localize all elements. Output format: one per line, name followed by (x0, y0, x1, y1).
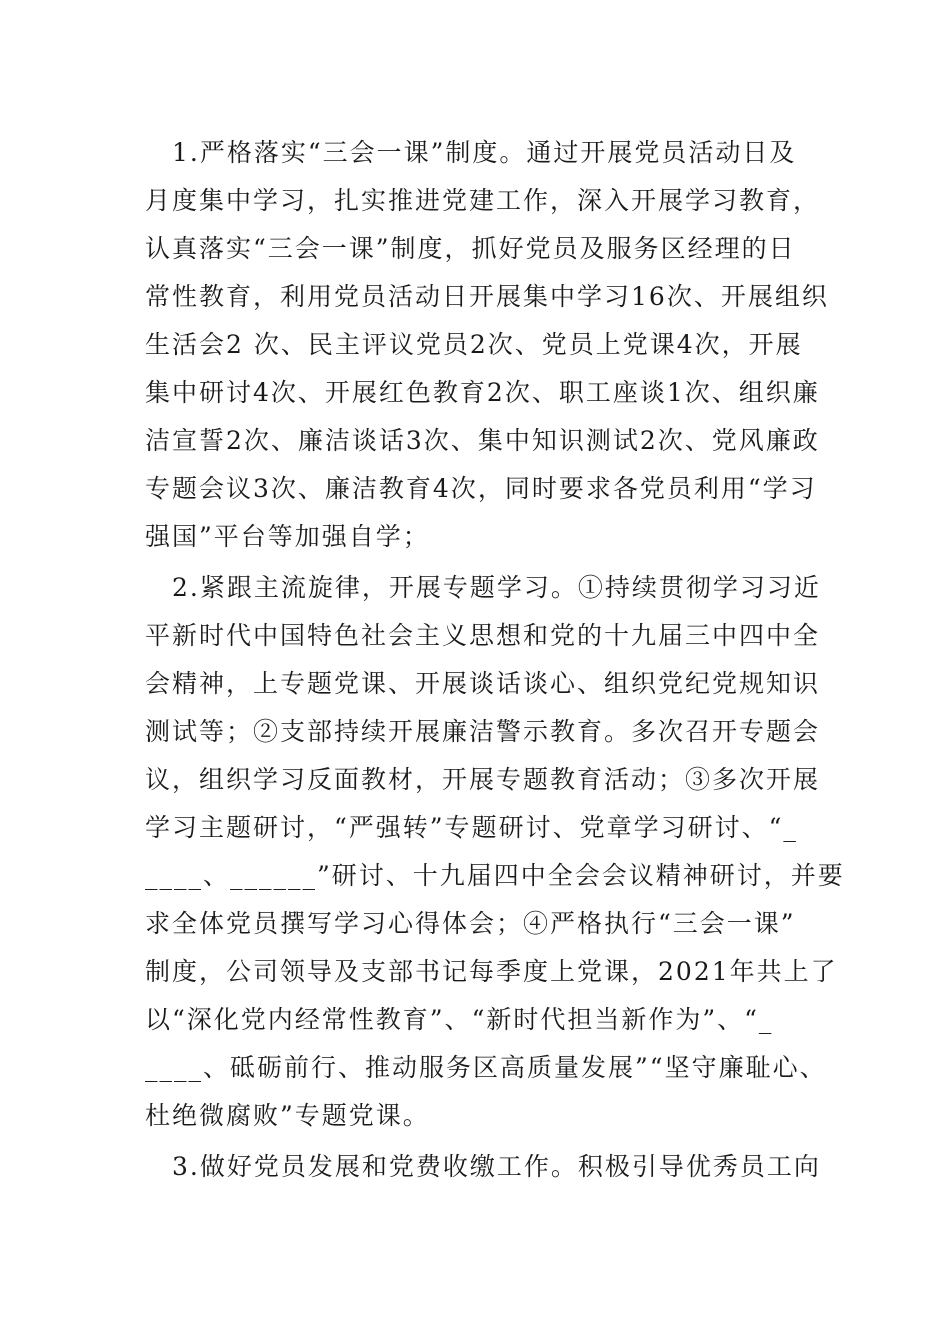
paragraph-1-line-3: 认真落实“三会一课”制度，抓好党员及服务区经理的日 (145, 234, 796, 263)
paragraph-2-line-6: 学习主题研讨，“严强转”专题研讨、党章学习研讨、“_ (145, 813, 798, 842)
paragraph-2-line-3: 会精神，上专题党课、开展谈话谈心、组织党纪党规知识 (145, 669, 821, 698)
paragraph-1-line-4: 常性教育，利用党员活动日开展集中学习16次、开展组织 (145, 282, 829, 311)
paragraph-1-line-1: 1.严格落实“三会一课”制度。通过开展党员活动日及 (172, 138, 797, 167)
paragraph-1-line-5: 生活会2 次、民主评议党员2次、党员上党课4次，开展 (145, 330, 803, 359)
paragraph-2-line-10: 以“深化党内经常性教育”、“新时代担当新作为”、“_ (145, 1005, 774, 1034)
paragraph-2-line-12: 杜绝微腐败”专题党课。 (145, 1101, 430, 1130)
paragraph-2-line-2: 平新时代中国特色社会主义思想和党的十九届三中四中全 (145, 621, 821, 650)
paragraph-2-line-4: 测试等；②支部持续开展廉洁警示教育。多次召开专题会 (145, 717, 821, 746)
paragraph-2-line-9: 制度，公司领导及支部书记每季度上党课，2021年共上了 (145, 957, 838, 986)
paragraph-2-line-8: 求全体党员撰写学习心得体会；④严格执行“三会一课” (145, 909, 796, 938)
paragraph-1-line-8: 专题会议3次、廉洁教育4次，同时要求各党员利用“学习 (145, 474, 817, 503)
paragraph-1-line-6: 集中研讨4次、开展红色教育2次、职工座谈1次、组织廉 (145, 378, 820, 407)
paragraph-2-line-7: ____、______”研讨、十九届四中全会会议精神研讨，并要 (145, 861, 845, 890)
paragraph-1-line-9: 强国”平台等加强自学； (145, 522, 430, 551)
paragraph-1-line-2: 月度集中学习，扎实推进党建工作，深入开展学习教育， (145, 186, 821, 215)
paragraph-2-line-5: 议，组织学习反面教材，开展专题教育活动；③多次开展 (145, 765, 821, 794)
paragraph-1-line-7: 洁宣誓2次、廉洁谈话3次、集中知识测试2次、党风廉政 (145, 426, 820, 455)
paragraph-3-line-1: 3.做好党员发展和党费收缴工作。积极引导优秀员工向 (172, 1152, 821, 1181)
paragraph-2-line-1: 2.紧跟主流旋律，开展专题学习。①持续贯彻学习习近 (172, 573, 821, 602)
paragraph-2-line-11: ____、砥砺前行、推动服务区高质量发展”“坚守廉耻心、 (145, 1053, 827, 1082)
